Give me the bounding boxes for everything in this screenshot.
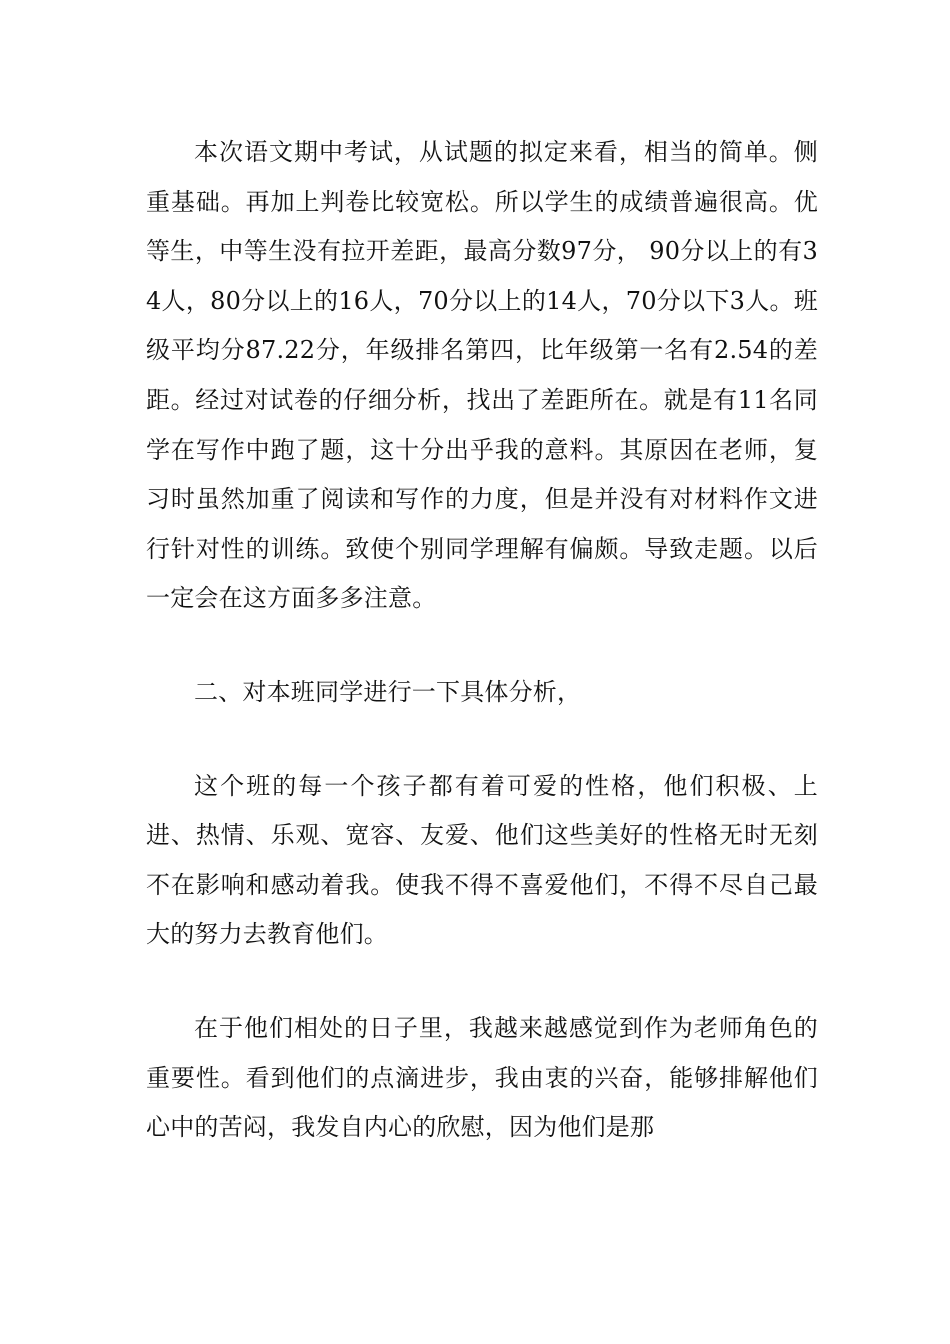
document-body bbox=[146, 128, 818, 1153]
section-heading-class-analysis: 二、对本班同学进行一下具体分析， bbox=[194, 677, 582, 706]
paragraph-teacher-role: 在于他们相处的日子里，我越来越感觉到作为老师角色的重要性。看到他们的点滴进步，我由衷的兴奋，能够排解他们心中的苦闷，我发自内心的欣慰，因为他们是那 bbox=[146, 1013, 818, 1142]
paragraph-spacer bbox=[146, 960, 818, 1004]
paragraph-student-character: 这个班的每一个孩子都有着可爱的性格，他们积极、上进、热情、乐观、宽容、友爱、他们这些美好的性格无时无刻不在影响和感动着我。使我不得不喜爱他们，不得不尽自己最大的努力去教育他们。 bbox=[146, 771, 818, 949]
paragraph-spacer bbox=[146, 624, 818, 668]
paragraph-exam-analysis: 本次语文期中考试，从试题的拟定来看，相当的简单。侧重基础。再加上判卷比较宽松。所以学生的成绩普遍很高。优等生，中等生没有拉开差距，最高分数97分， 90分以上的有34人，80分以上的16人，70分以上的14人，70分以下3人。班级平均分87.22分，年级排名第四，比年级第一名有2.54的差距。经过对试卷的仔细分析，找出了差距所在。就是有11名同学在写作中跑了题，这十分出乎我的意料。其原因在老师，复习时虽然加重了阅读和写作的力度，但是并没有对材料作文进行针对性的训练。致使个别同学理解有偏颇。导致走题。以后一定会在这方面多多注意。 bbox=[146, 138, 818, 613]
paragraph-spacer bbox=[146, 718, 818, 762]
